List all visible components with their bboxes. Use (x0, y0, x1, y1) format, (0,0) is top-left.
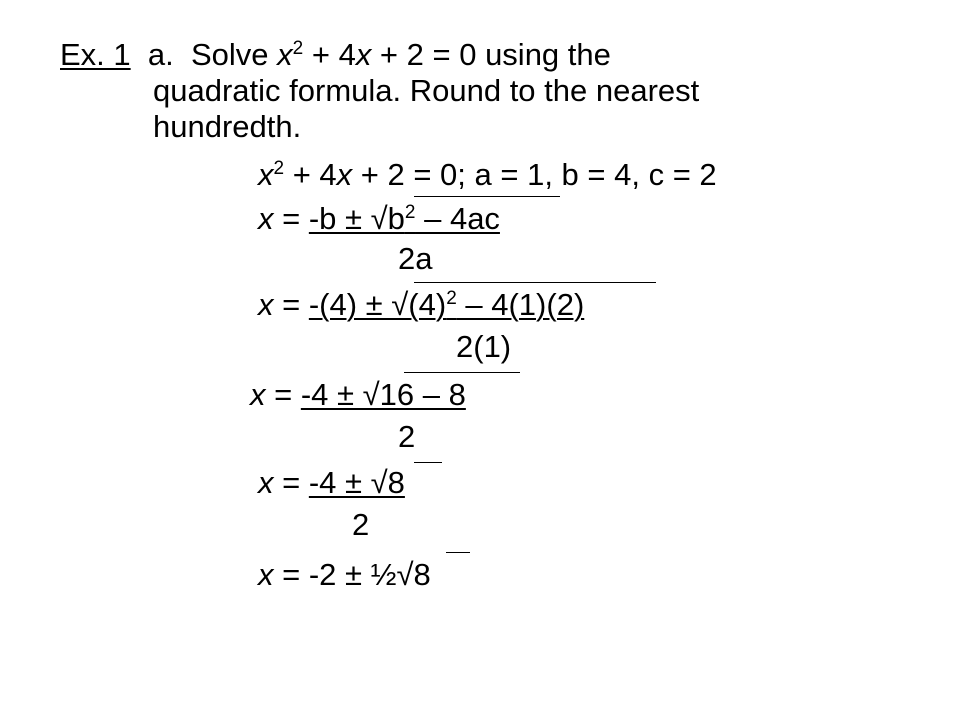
radical-bar-simplify (404, 372, 520, 373)
radical-bar-formula (414, 196, 560, 197)
problem-line-1: Ex. 1 a. Solve $x^2 + 4x + 2 = 0$ using the (60, 37, 611, 72)
radical-bar-substitution (414, 282, 656, 283)
example-label: Ex. 1 (60, 37, 131, 72)
step-simplify-denominator: 2 (398, 419, 416, 454)
step-substitution-denominator: 2(1) (456, 329, 512, 364)
radical-bar-root8 (414, 462, 442, 463)
problem-line-3: hundredth. (153, 109, 302, 144)
step-formula-denominator: 2a (398, 241, 433, 276)
step-formula-numerator: $x = -b \pm √b^2 - 4ac$ (258, 201, 500, 236)
step-final: x = -2 ± ½√8 (258, 557, 431, 592)
step-identify-coefficients: $x^2 + 4x + 2 = 0$; a = 1, b = 4, c = 2 (258, 157, 717, 192)
radical-bar-final (446, 552, 470, 553)
part-label: a. (147, 37, 174, 72)
step-root8-numerator: x = -4 ± √8 (258, 465, 405, 500)
step-simplify-numerator: x = -4 ± √16 – 8 (250, 377, 466, 412)
step-root8-denominator: 2 (352, 507, 370, 542)
problem-line-2: quadratic formula. Round to the nearest (153, 73, 700, 108)
step-substitution-numerator: $x = -(4) \pm √(4)^2 - 4(1)(2)$ (258, 287, 585, 322)
